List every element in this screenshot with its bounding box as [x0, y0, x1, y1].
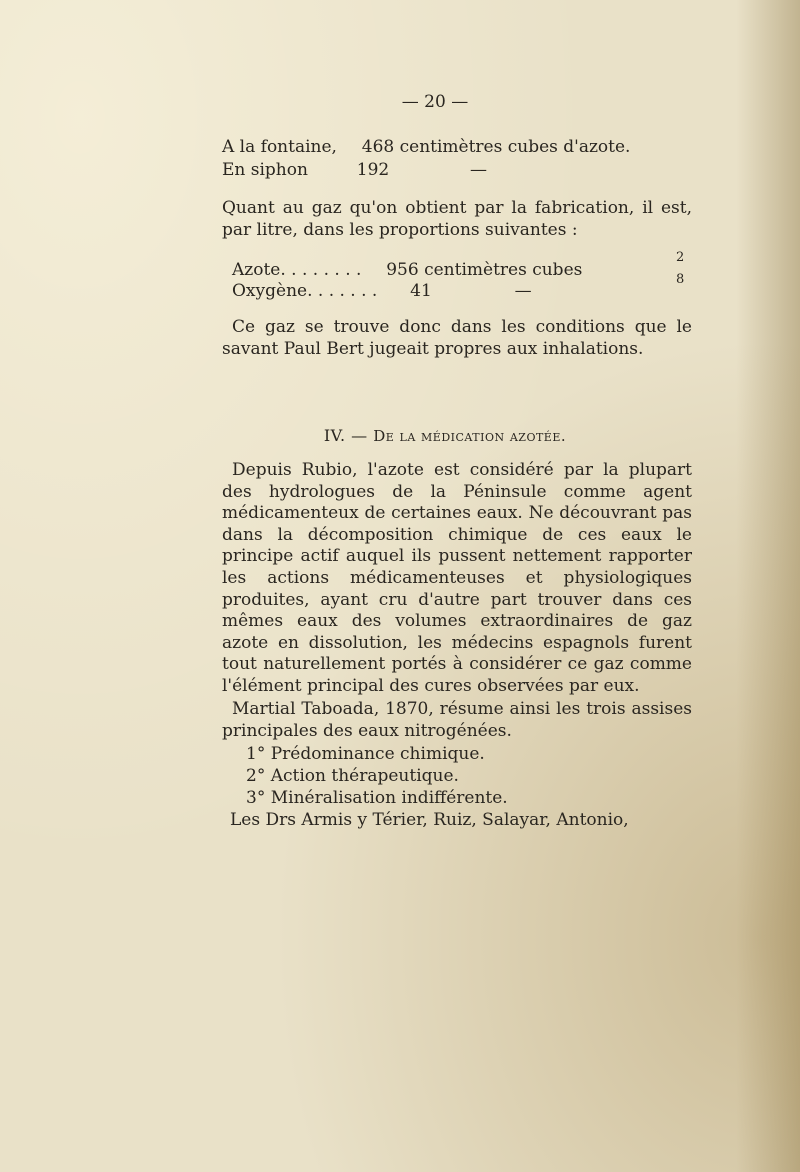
paragraph-taboada: [222, 699, 692, 742]
list-item-1: 1° Prédominance chimique.: [246, 744, 485, 764]
fontaine-label: A la fontaine,: [222, 137, 337, 157]
oxygene-value: 41: [410, 281, 432, 301]
section-heading: [0, 426, 800, 445]
fontaine-value: 468 centimètres cubes d'azote.: [361, 137, 631, 157]
section-title: De la médication azotée.: [373, 427, 567, 445]
oxygene-ditto: —: [514, 281, 532, 301]
azote-label: Azote. . . . . . . .: [232, 260, 362, 280]
paragraph-taboada-text: Martial Taboada, 1870, résume ainsi les trois assises principales des eaux nitrogénées.: [222, 699, 692, 741]
azote-value: 956 centimètres cubes: [386, 260, 583, 280]
list-item-3: 3° Minéralisation indifférente.: [246, 788, 508, 808]
paragraph-gas-proportions: Quant au gaz qu'on obtient par la fabrication, il est, par litre, dans les proportions suivantes :: [222, 198, 692, 240]
oxygene-label: Oxygène. . . . . . .: [232, 281, 378, 301]
list-item-2: 2° Action thérapeutique.: [246, 766, 459, 786]
paragraph-paul-bert-text: Ce gaz se trouve donc dans les conditions que le savant Paul Bert jugeait propres aux inhalations.: [222, 317, 692, 359]
siphon-label: En siphon: [222, 160, 308, 180]
siphon-line: [222, 160, 487, 180]
siphon-value: 192: [356, 160, 390, 180]
azote-row: [232, 260, 582, 280]
azote-fraction: 2: [676, 250, 685, 265]
section-number: IV. —: [323, 426, 374, 445]
paragraph-rubio-text: Depuis Rubio, l'azote est considéré par la plupart des hydrologues de la Péninsule comme agent médicamenteux de certaines eaux. Ne découvrant pas dans la décomposition chimique de ces eaux le principe actif auquel ils pussent nettement rapporter les actions médicamenteuses et physiologiques produites, ayant cru d'autre part trouver dans ces mêmes eaux des volumes extraordinaires de gaz azote en dissolution, les médecins espagnols furent tout naturellement portés à considérer ce gaz comme l'élément principal des cures observées par eux.: [222, 460, 692, 696]
oxygene-fraction: 8: [676, 272, 685, 287]
paragraph-rubio: [222, 460, 692, 698]
ditto-mark: —: [470, 160, 488, 180]
paragraph-paul-bert: [222, 317, 692, 360]
last-line: Les Drs Armis y Térier, Ruiz, Salayar, Antonio,: [230, 810, 629, 830]
page-number: — 20 —: [401, 92, 469, 112]
fontaine-line: [222, 137, 630, 157]
oxygene-row: [232, 281, 532, 301]
